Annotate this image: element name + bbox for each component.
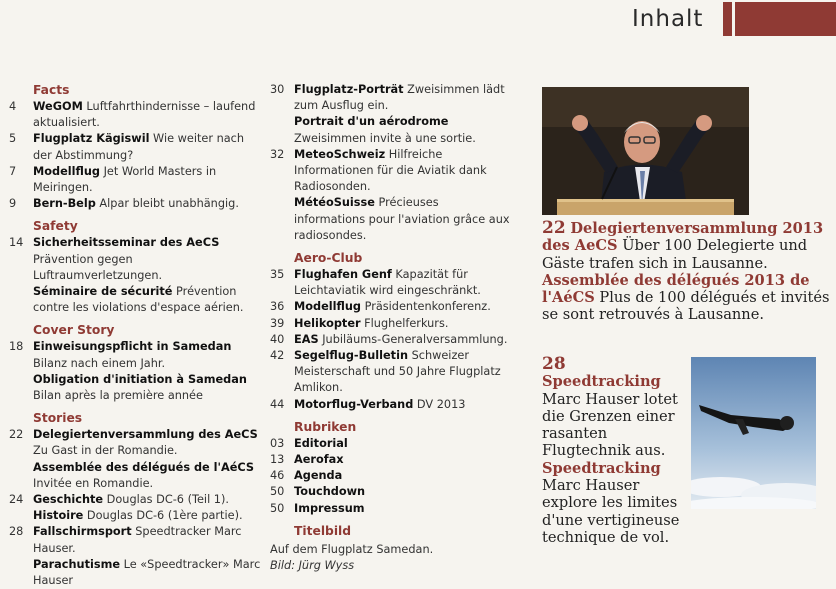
page-number (9, 284, 33, 316)
entry-description: Zweisimmen lädt zum Ausflug ein. (294, 83, 505, 113)
page-number: 30 (270, 83, 285, 96)
feature-delegates-text-de: Über 100 Delegierte und Gäste trafen sich in Lausanne. (542, 237, 808, 272)
entry-description: Wie weiter nach der Abstimmung? (33, 132, 245, 162)
entry-title: MétéoSuisse (294, 196, 375, 210)
page-number (9, 460, 33, 492)
toc-entry (270, 468, 510, 484)
entry-description: Hilfreiche Informationen für die Aviatik dank Radiosonden. (294, 147, 487, 194)
entry-text (33, 99, 261, 131)
entry-text (294, 299, 510, 315)
entry-title: WeGOM (33, 100, 83, 113)
page-number (9, 372, 33, 404)
entry-description: Bilan après la première année (33, 389, 203, 403)
page-number (9, 557, 33, 589)
toc-entry (9, 524, 261, 556)
entry-text (294, 348, 510, 397)
entry-title: Séminaire de sécurité (33, 285, 173, 299)
entry-text (33, 339, 261, 371)
toc-entry (270, 147, 510, 196)
entry-description: Alpar bleibt unabhängig. (95, 197, 239, 211)
entry-title: Histoire (33, 509, 84, 523)
feature-speedtracking-page: 28 (542, 354, 566, 374)
entry-title: Impressum (294, 501, 365, 515)
page-number: 18 (9, 340, 24, 354)
toc-entry (9, 557, 261, 589)
entry-text (33, 508, 261, 524)
cover-caption: Auf dem Flugplatz Samedan. (270, 542, 434, 556)
header-accent-bar (735, 2, 836, 36)
toc-column-left (9, 82, 261, 589)
entry-text (33, 492, 261, 508)
cover-credit: Bild: Jürg Wyss (270, 559, 355, 573)
toc-entry (9, 427, 261, 459)
entry-text (294, 195, 510, 244)
toc-entry (270, 332, 510, 348)
toc-entry (270, 501, 510, 517)
page-number (270, 195, 294, 244)
entry-text (294, 484, 510, 500)
feature-delegates (542, 220, 832, 324)
toc-entry (9, 196, 261, 212)
page-number: 7 (9, 164, 17, 178)
toc-entry (270, 299, 510, 315)
toc-entry (9, 508, 261, 524)
toc-entry (9, 164, 261, 196)
entry-text (294, 332, 510, 348)
page-number: 44 (270, 397, 285, 411)
entry-description: Prévention contre les violations d'espace aérien. (33, 285, 244, 315)
toc-column-middle (270, 82, 510, 574)
toc-entry (9, 284, 261, 316)
page-number: 5 (9, 132, 17, 146)
entry-description: Prävention gegen Luftraumverletzungen. (33, 252, 163, 282)
entry-title: Modellflug (33, 164, 100, 178)
entry-text (33, 284, 261, 316)
entry-title: Agenda (294, 469, 343, 483)
toc-entry (270, 114, 510, 146)
entry-description: Précieuses informations pour l'aviation grâce aux radiosondes. (294, 196, 510, 242)
entry-title: Parachutisme (33, 557, 121, 571)
entry-text (33, 131, 261, 163)
entry-title: EAS (294, 332, 319, 346)
feature-speedtracking-title-fr: Speedtracking (542, 459, 661, 477)
toc-entry (9, 460, 261, 492)
entry-text (294, 114, 510, 146)
page-number: 42 (270, 349, 285, 363)
toc-entry (270, 82, 510, 114)
entry-title: Geschichte (33, 493, 104, 507)
entry-text (33, 235, 261, 284)
page-number: 36 (270, 300, 285, 314)
entry-text (294, 397, 510, 413)
entry-description: Le «Speedtracker» Marc Hauser (33, 557, 261, 588)
entry-description: Flughelferkurs. (360, 316, 449, 330)
entry-title: Touchdown (294, 485, 366, 499)
entry-description: Präsidentenkonferenz. (361, 300, 491, 314)
toc-entry (270, 267, 510, 299)
entry-text (294, 468, 510, 484)
toc-entry (270, 484, 510, 500)
entry-description: Luftfahrthindernisse – laufend aktualisiert. (33, 100, 256, 130)
toc-entry (270, 316, 510, 332)
toc-entry (270, 436, 510, 452)
toc-entry (270, 195, 510, 244)
entry-text (33, 460, 261, 492)
entry-text (294, 501, 510, 517)
section-heading: Cover Story (33, 323, 115, 338)
page-number: 22 (9, 428, 24, 442)
toc-entry (270, 397, 510, 413)
entry-text (294, 436, 510, 452)
entry-title: Aerofax (294, 453, 344, 467)
toc-entry (9, 235, 261, 284)
feature-delegates-title-de: Delegiertenversammlung 2013 des AeCS (542, 220, 824, 255)
page-number: 24 (9, 493, 24, 507)
entry-title: Sicherheitsseminar des AeCS (33, 236, 220, 250)
entry-text (294, 267, 510, 299)
entry-title: MeteoSchweiz (294, 147, 386, 161)
entry-title: Segelflug-Bulletin (294, 349, 408, 363)
page-number (9, 508, 33, 524)
header-accent-edge (723, 2, 732, 36)
entry-description: Kapazität für Leichtaviatik wird eingeschränkt. (294, 268, 481, 298)
entry-description: Jubiläums-Generalversammlung. (318, 332, 508, 346)
entry-text (294, 452, 510, 468)
page-number: 40 (270, 332, 285, 346)
entry-description: Speedtracker Marc Hauser. (33, 525, 242, 555)
toc-entry (9, 131, 261, 163)
page-number: 50 (270, 501, 285, 515)
section-heading: Aero-Club (294, 251, 363, 266)
entry-title: Assemblée des délégués de l'AéCS (33, 460, 255, 474)
entry-text (33, 372, 261, 404)
toc-entry (9, 372, 261, 404)
page-number: 03 (270, 436, 285, 450)
entry-text (33, 196, 261, 212)
section-heading: Titelbild (294, 523, 352, 538)
feature-speedtracking-text-fr: Marc Hauser explore les limites d'une vertigineuse technique de vol. (542, 477, 680, 546)
entry-title: Editorial (294, 436, 348, 450)
entry-title: Flugplatz-Porträt (294, 83, 404, 96)
delegates-speaker-photo (542, 87, 749, 215)
entry-title: Obligation d'initiation à Samedan (33, 372, 247, 386)
entry-title: Einweisungspflicht in Samedan (33, 340, 232, 354)
entry-description: Invitée en Romandie. (33, 476, 154, 490)
entry-title: Modellflug (294, 300, 361, 314)
page-number: 50 (270, 485, 285, 499)
entry-title: Fallschirmsport (33, 525, 132, 539)
entry-title: Bern-Belp (33, 197, 96, 211)
feature-delegates-page: 22 (542, 218, 566, 238)
entry-description: Schweizer Meisterschaft und 50 Jahre Flugplatz Amlikon. (294, 349, 501, 395)
entry-text (33, 524, 261, 556)
toc-entry (270, 348, 510, 397)
entry-title: Flughafen Genf (294, 268, 392, 282)
feature-speedtracking-text-de: Marc Hauser lotet die Grenzen einer rasanten Flugtechnik aus. (542, 390, 678, 460)
toc-entry (9, 339, 261, 371)
entry-text (33, 164, 261, 196)
entry-description: Zweisimmen invite à une sortie. (294, 131, 476, 145)
feature-speedtracking-title-de: Speedtracking (542, 373, 661, 391)
entry-title: Motorflug-Verband (294, 397, 414, 411)
toc-entry (270, 452, 510, 468)
section-heading: Stories (33, 411, 83, 426)
entry-text (33, 427, 261, 459)
entry-text (33, 557, 261, 589)
feature-speedtracking (542, 356, 688, 546)
entry-description: Jet World Masters in Meiringen. (33, 164, 217, 195)
feature-delegates-title-fr: Assemblée des délégués 2013 de l'AéCS (542, 271, 810, 307)
toc-entry (9, 99, 261, 131)
entry-title: Delegiertenversammlung des AeCS (33, 428, 258, 442)
page-number: 35 (270, 268, 285, 282)
page-number: 32 (270, 147, 285, 161)
entry-description: Bilanz nach einem Jahr. (33, 356, 166, 370)
page-number: 46 (270, 469, 285, 483)
section-heading: Safety (33, 219, 78, 234)
section-heading: Facts (33, 83, 70, 97)
entry-text (294, 147, 510, 196)
entry-title: Portrait d'un aérodrome (294, 115, 449, 129)
entry-description: Douglas DC-6 (1ère partie). (83, 509, 243, 523)
page-number: 14 (9, 236, 24, 250)
skydiver-photo (691, 357, 816, 509)
entry-description: Zu Gast in der Romandie. (33, 444, 178, 458)
entry-text (294, 316, 510, 332)
entry-description: Douglas DC-6 (Teil 1). (103, 493, 229, 507)
entry-description: DV 2013 (413, 397, 466, 411)
page-number: 4 (9, 100, 17, 113)
page-number: 28 (9, 525, 24, 539)
page-number (270, 114, 294, 146)
entry-title: Flugplatz Kägiswil (33, 132, 150, 146)
section-heading: Rubriken (294, 419, 357, 434)
entry-title: Helikopter (294, 316, 361, 330)
feature-delegates-text-fr: Plus de 100 délégués et invités se sont retrouvés à Lausanne. (542, 289, 830, 324)
page-number: 39 (270, 316, 285, 330)
page-title: Inhalt (632, 6, 704, 32)
page-number: 9 (9, 197, 17, 211)
toc-entry (9, 492, 261, 508)
page-number: 13 (270, 453, 285, 467)
entry-text (294, 82, 510, 114)
